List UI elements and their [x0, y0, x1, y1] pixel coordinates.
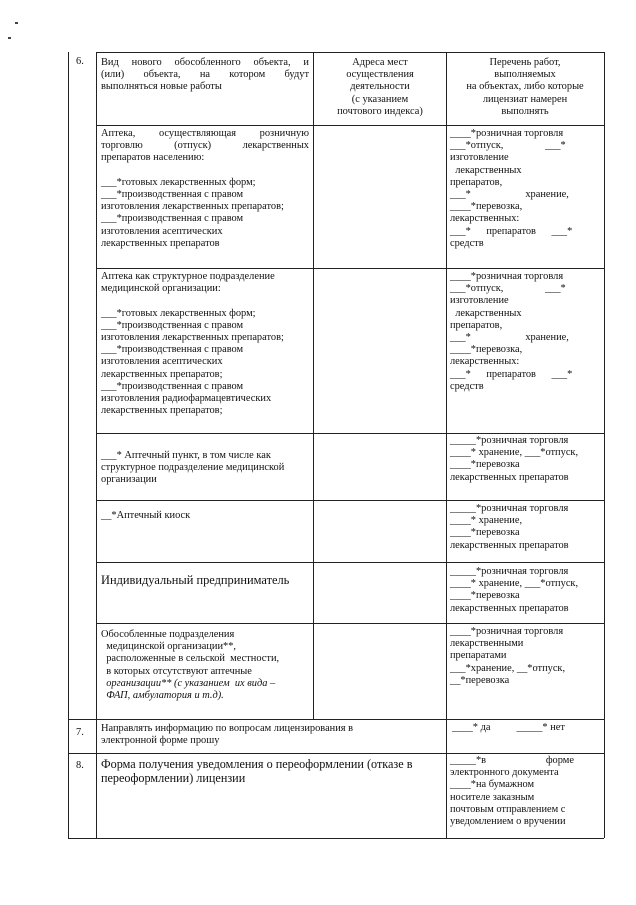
text-line: ФАП, амбулатория и т.д). [101, 690, 224, 702]
number-column-border [96, 52, 97, 838]
text-line: ___* Аптечный пункт, в том числе как [101, 450, 271, 461]
text-line: выполняемых [494, 69, 556, 81]
text-line: носителе заказным [450, 791, 535, 803]
text-line: лекарственных препаратов [450, 471, 569, 483]
text-line: _____*розничная торговля [450, 566, 569, 577]
text-line: ____*перевозка [450, 590, 520, 602]
text-line: Направлять информацию по вопросам лицензирования в [101, 723, 354, 734]
text-line: Адреса мест [352, 57, 408, 68]
text-line: почтовым отправлением с [450, 803, 566, 815]
text-line: лекарственных препаратов [450, 602, 569, 614]
text-line: ___*отпуск, ___* [450, 283, 566, 295]
text-line: ___* препаратов ___* [450, 368, 573, 380]
row-number: 8. [76, 760, 84, 771]
row-divider [96, 623, 604, 624]
text-line: _____*розничная торговля [450, 435, 569, 446]
text-line: в которых отсутствуют аптечные [101, 665, 252, 677]
text-line: почтового индекса) [337, 105, 423, 117]
text-line: лекарственных препаратов; [101, 368, 223, 380]
text-line: (с указанием [351, 93, 409, 105]
text-line: электронной форме прошу [101, 735, 220, 747]
scan-speck [8, 37, 11, 39]
text-line: выполнять [501, 105, 549, 117]
column-border [313, 52, 314, 719]
row-number: 7. [76, 727, 84, 738]
text-line: изготовления радиофармацевтических [101, 393, 272, 405]
text-line: ____* хранение, ___*отпуск, [450, 578, 579, 590]
text-line: Аптека как структурное подразделение [101, 271, 275, 282]
text-line: ___*хранение, __*отпуск, [450, 662, 566, 674]
table-border-left [68, 52, 69, 838]
table-border-top [96, 52, 604, 53]
text-line: ___*производственная с правом [101, 213, 244, 225]
text-line: Перечень работ, [489, 57, 561, 68]
row-divider [96, 500, 604, 501]
row-rural-units-works [450, 626, 596, 687]
header-col2 [316, 57, 444, 118]
text-line: изготовления асептических [101, 356, 223, 368]
row-entrepreneur-type [101, 573, 309, 587]
text-line: структурное подразделение медицинской [101, 462, 285, 474]
text-line: препаратов населению: [101, 152, 205, 164]
row-divider [96, 433, 604, 434]
text-line: лицензиат намерен [482, 93, 568, 105]
text-line: ____*перевозка, [450, 201, 523, 213]
row-divider [68, 719, 604, 720]
text-line: Аптека, осуществляющая розничную [101, 128, 309, 139]
text-line: препаратов, [450, 319, 503, 331]
text-line: ____*розничная торговля [450, 626, 564, 637]
text-line: ____*розничная торговля [450, 128, 564, 139]
text-line: ___*готовых лекарственных форм; [101, 176, 256, 188]
text-line: лекарственными [450, 638, 524, 650]
text-line: ____* хранение, ___*отпуск, [450, 447, 579, 459]
table-border-bottom [68, 838, 604, 839]
text-line: ___*производственная с правом [101, 380, 244, 392]
text-line: ___*готовых лекарственных форм; [101, 307, 256, 319]
header-col3 [448, 57, 602, 118]
text-line: Вид нового обособленного объекта, и [101, 57, 309, 68]
row-entrepreneur-works [450, 566, 596, 615]
scan-speck [15, 22, 18, 24]
text-line: ___*производственная с правом [101, 319, 244, 331]
text-line: (или) объекта, на котором будут [101, 69, 309, 81]
text-line: изготовление [450, 295, 509, 307]
text-line: ___* препаратов ___* [450, 225, 573, 237]
text-line: электронного документа [450, 767, 559, 779]
text-line: ___* хранение, [450, 189, 569, 201]
text-line: лекарственных препаратов; [101, 405, 223, 417]
text-line: изготовление [450, 152, 509, 164]
text-line: лекарственных [450, 164, 522, 176]
text-line: расположенные в сельской местности, [101, 653, 280, 665]
row-divider [96, 562, 604, 563]
row-pharmacy-type [101, 128, 309, 250]
text-line: _____*розничная торговля [450, 503, 569, 514]
electronic-info-answer: ____* да _____* нет [452, 722, 565, 733]
text-line: торговлю (отпуск) лекарственных [101, 140, 309, 152]
text-line: ____*перевозка, [450, 344, 523, 356]
text-line: переоформлении) лицензии [101, 771, 246, 785]
text-line: уведомлением о вручении [450, 816, 566, 828]
text-line: средств [450, 380, 484, 392]
text-line: лекарственных препаратов [450, 539, 569, 551]
text-line: лекарственных: [450, 213, 520, 225]
text-line: ___*производственная с правом [101, 189, 244, 201]
text-line: ___*отпуск, ___* [450, 140, 566, 152]
text-line: _____*в форме [450, 755, 574, 766]
text-line: изготовления лекарственных препаратов; [101, 201, 284, 213]
text-line: препаратами [450, 650, 507, 662]
text-line: лекарственных: [450, 356, 520, 368]
header-divider [96, 125, 604, 126]
text-line: ____*перевозка [450, 459, 520, 471]
text-line [101, 295, 309, 307]
row-pharmacy-kiosk-works [450, 503, 596, 552]
text-line: ____*розничная торговля [450, 271, 564, 282]
row-rural-units-type [101, 629, 309, 702]
row-pharmacy-works [450, 128, 596, 250]
text-line: Форма получения уведомления о переоформлении (отказе в [101, 757, 413, 771]
text-line: препаратов, [450, 176, 503, 188]
notification-form-question [101, 757, 443, 785]
text-line: осуществления [346, 69, 414, 81]
text-line: лекарственных [450, 307, 522, 319]
text-line: медицинской организации: [101, 283, 221, 295]
text-line [101, 165, 309, 177]
text-line: организации** (с указанием их вида – [101, 677, 276, 689]
notification-form-answer [450, 755, 596, 828]
text-line: медицинской организации**, [101, 641, 237, 653]
column-border [446, 52, 447, 838]
row-pharmacy-kiosk-type [101, 510, 309, 522]
row-pharmacy-point-works [450, 435, 596, 484]
text-line: Обособленные подразделения [101, 629, 235, 640]
text-line: средств [450, 237, 484, 249]
row-divider [68, 753, 604, 754]
header-col1 [101, 57, 309, 94]
row-pharmacy-point-type [101, 450, 309, 487]
text-line: ____*перевозка [450, 527, 520, 539]
text-line: ___*производственная с правом [101, 344, 244, 356]
text-line: деятельности [350, 81, 410, 93]
text-line: организации [101, 474, 157, 486]
text-line: изготовления лекарственных препаратов; [101, 332, 284, 344]
text-line: изготовления асептических [101, 225, 223, 237]
row-medical-pharmacy-works [450, 271, 596, 393]
text-line: ___* хранение, [450, 332, 569, 344]
table-border-right [604, 52, 605, 838]
text-line: выполняться новые работы [101, 81, 222, 93]
text-line: ____* хранение, [450, 515, 523, 527]
row-medical-pharmacy-type [101, 271, 309, 417]
text-line: ____*на бумажном [450, 779, 535, 791]
text-line: Индивидуальный предприниматель [101, 573, 290, 587]
text-line: __*Аптечный киоск [101, 510, 191, 521]
text-line: на объектах, либо которые [466, 81, 584, 93]
row-number: 6. [76, 56, 84, 67]
electronic-info-question [101, 723, 441, 747]
text-line: __*перевозка [450, 674, 510, 686]
row-divider [96, 268, 604, 269]
text-line: лекарственных препаратов [101, 237, 220, 249]
